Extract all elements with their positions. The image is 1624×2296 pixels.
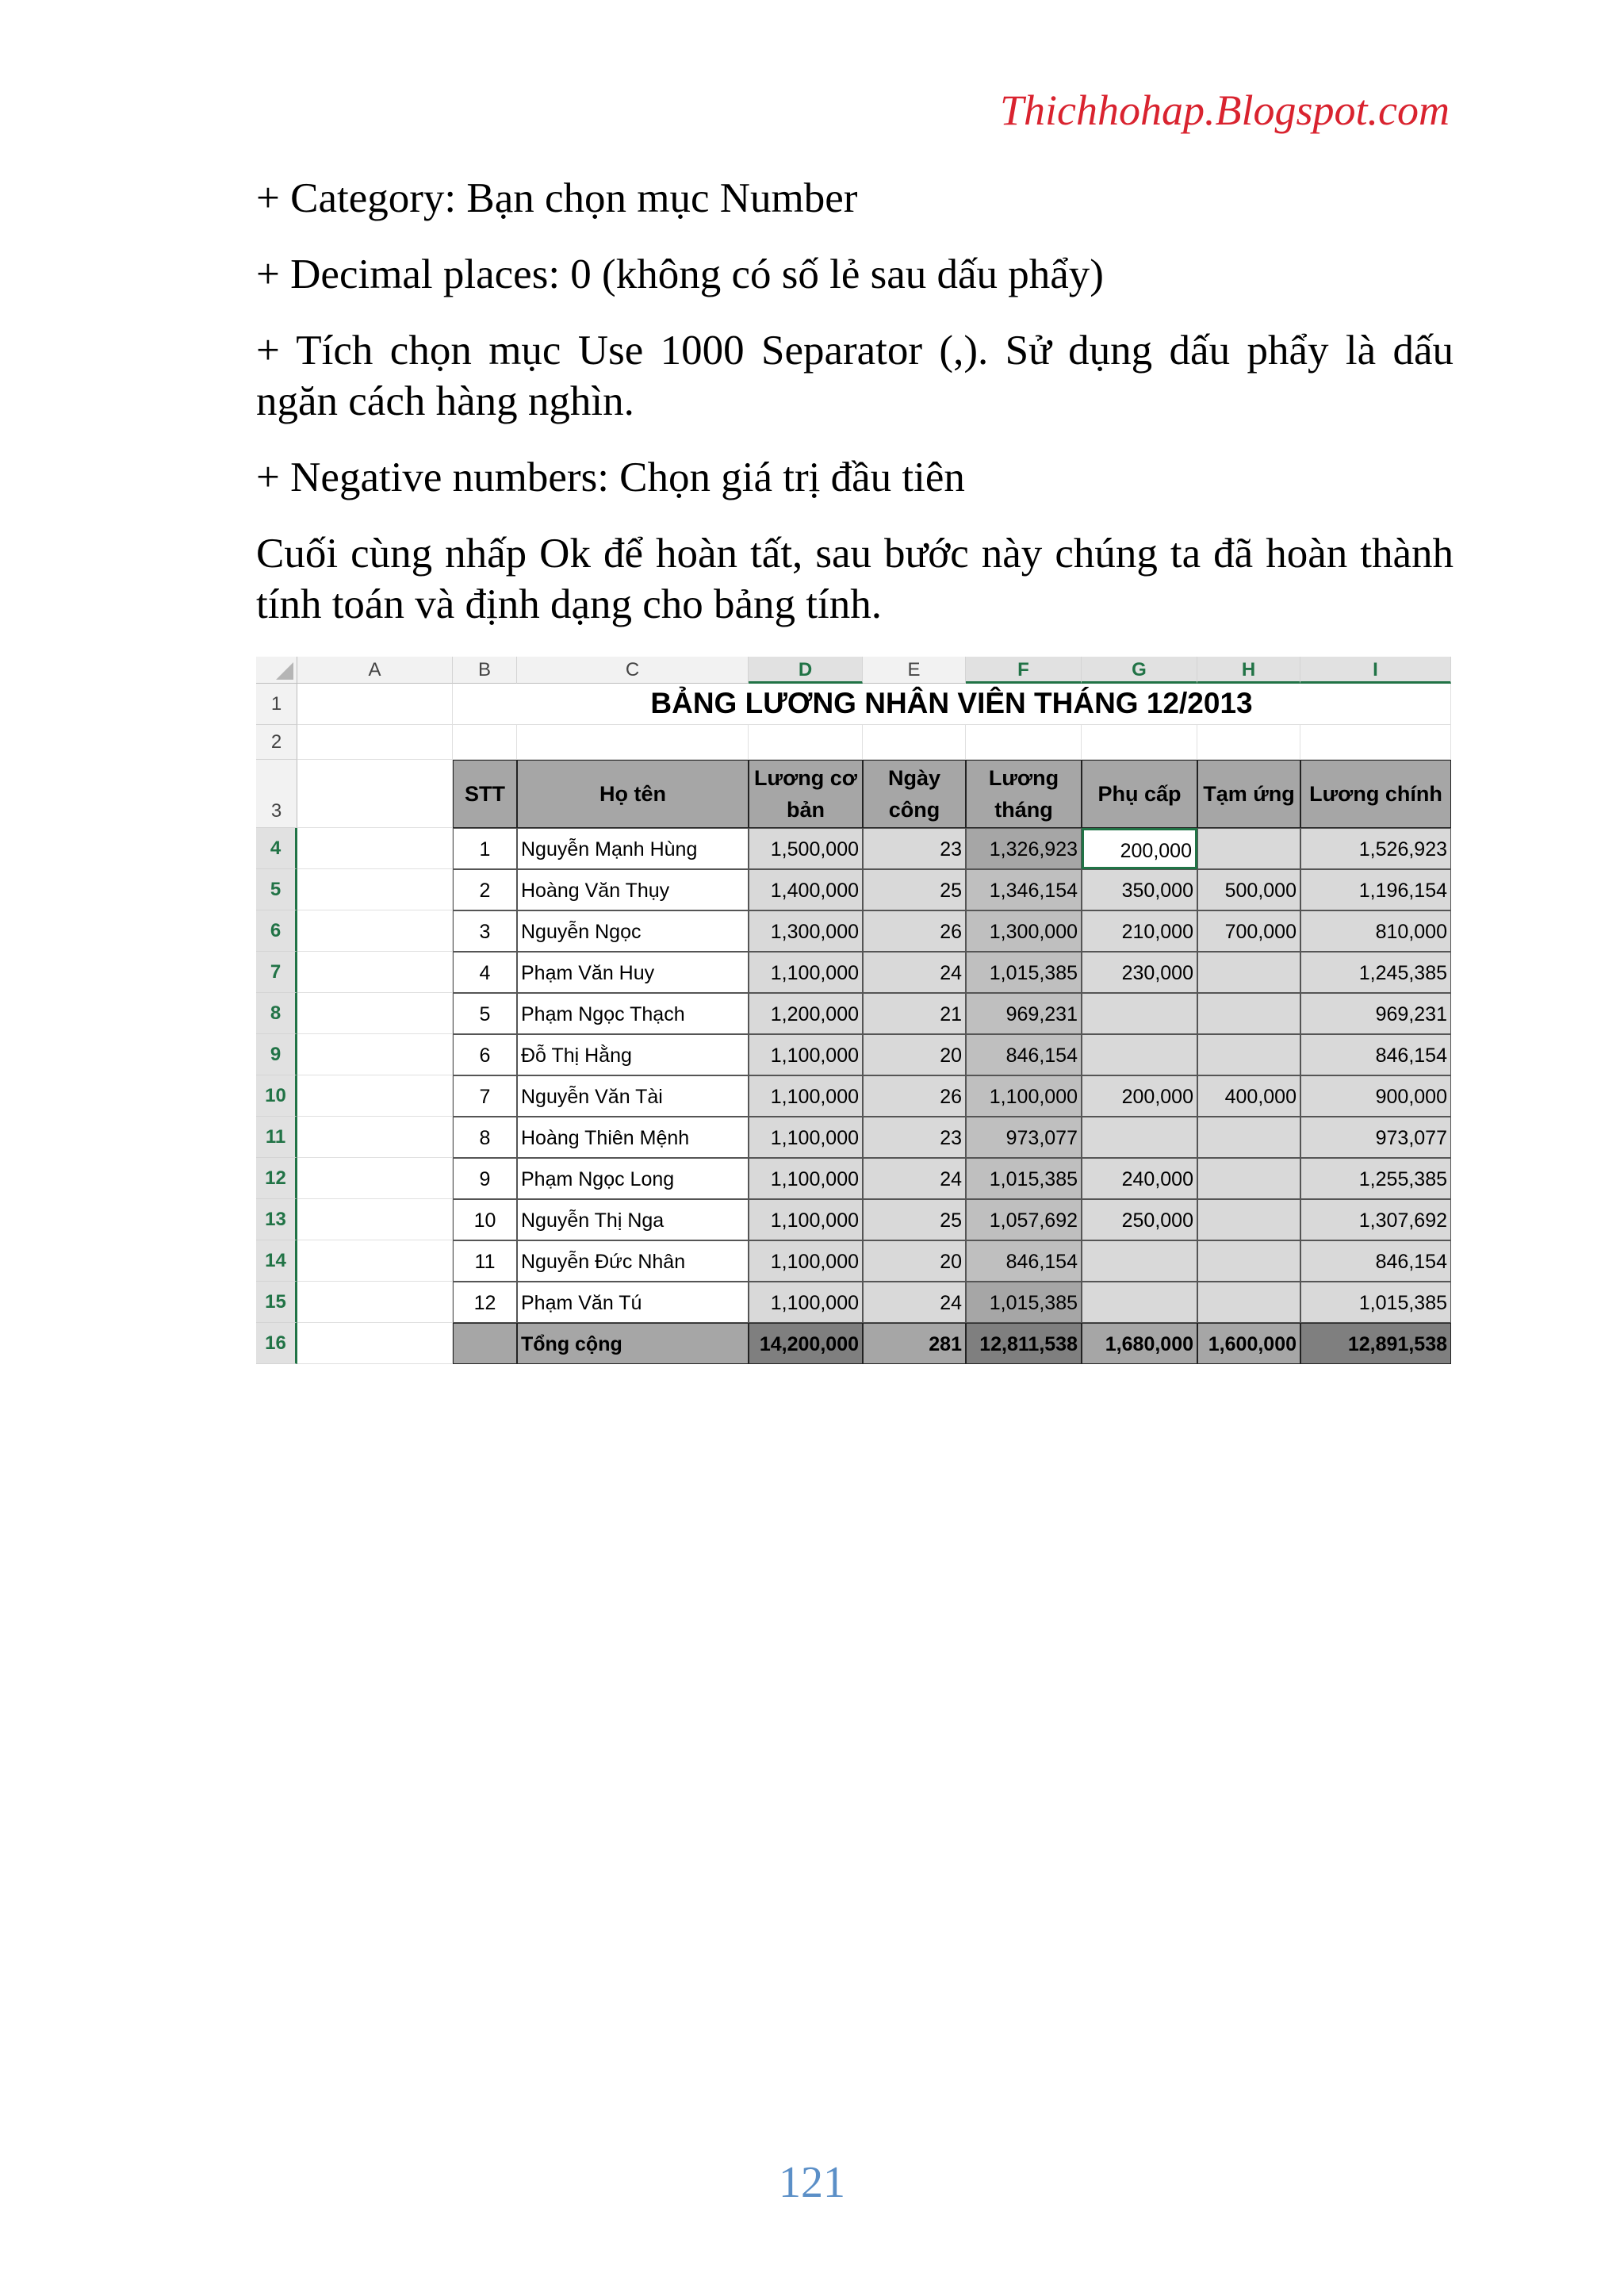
table-header-6[interactable]: Phụ cấp [1082,760,1197,828]
row-header-8[interactable]: 8 [256,993,297,1034]
grid-cell[interactable] [297,1323,453,1364]
data-cell[interactable]: 12 [453,1282,517,1323]
data-cell[interactable]: Nguyễn Ngọc [517,910,749,952]
data-cell[interactable] [1197,952,1300,993]
data-cell[interactable]: 23 [863,828,966,869]
column-header-h[interactable]: H [1197,657,1300,684]
select-all-triangle-icon [276,662,293,680]
row-header-6[interactable]: 6 [256,910,297,952]
table-header-3[interactable]: Lương cơ bản [749,760,863,828]
data-cell[interactable]: 25 [863,1199,966,1240]
instruction-final: Cuối cùng nhấp Ok để hoàn tất, sau bước này chúng ta đã hoàn thành tính toán và định dạng cho bảng tính. [256,531,1454,627]
data-cell[interactable]: 5 [453,993,517,1034]
instruction-separator: + Tích chọn mục Use 1000 Separator (,). Sử dụng dấu phẩy là dấu ngăn cách hàng nghìn. [256,328,1454,424]
row-header-16[interactable]: 16 [256,1323,297,1364]
data-cell[interactable]: Nguyễn Đức Nhân [517,1240,749,1282]
data-cell[interactable]: Hoàng Thiên Mệnh [517,1117,749,1158]
data-cell[interactable] [1197,1199,1300,1240]
grid-cell[interactable] [297,828,453,869]
instruction-negative: + Negative numbers: Chọn giá trị đầu tiên [256,454,965,500]
grid-cell[interactable] [297,1034,453,1075]
data-cell[interactable]: 26 [863,1075,966,1117]
data-cell[interactable]: 1,015,385 [966,1158,1082,1199]
total-cell[interactable]: 12,891,538 [1300,1323,1451,1364]
row-header-12[interactable]: 12 [256,1158,297,1199]
data-cell[interactable]: 1,100,000 [749,1199,863,1240]
total-cell[interactable]: 1,600,000 [1197,1323,1300,1364]
data-cell[interactable]: 810,000 [1300,910,1451,952]
grid-cell[interactable] [517,725,749,760]
data-cell[interactable]: 1,300,000 [966,910,1082,952]
column-header-i[interactable]: I [1300,657,1451,684]
data-cell[interactable]: 969,231 [966,993,1082,1034]
data-cell[interactable]: 3 [453,910,517,952]
site-watermark: Thichhohap.Blogspot.com [1000,86,1450,134]
row-header-3[interactable]: 3 [256,760,297,828]
grid-cell[interactable] [297,1282,453,1323]
data-cell[interactable]: 200,000 [1082,1075,1197,1117]
data-cell[interactable]: 500,000 [1197,869,1300,910]
grid-cell[interactable] [749,725,863,760]
grid-cell[interactable] [297,760,453,828]
data-cell[interactable]: Nguyễn Thị Nga [517,1199,749,1240]
data-cell[interactable]: 230,000 [1082,952,1197,993]
grid-cell[interactable] [297,684,453,725]
data-cell[interactable]: 2 [453,869,517,910]
data-cell[interactable]: 20 [863,1240,966,1282]
data-cell[interactable]: 1,255,385 [1300,1158,1451,1199]
data-cell[interactable]: 1,100,000 [749,1158,863,1199]
row-header-11[interactable]: 11 [256,1117,297,1158]
data-cell[interactable]: 846,154 [1300,1034,1451,1075]
data-cell[interactable]: 1,346,154 [966,869,1082,910]
data-cell[interactable]: 1,057,692 [966,1199,1082,1240]
data-cell[interactable]: Phạm Văn Huy [517,952,749,993]
data-cell[interactable]: 11 [453,1240,517,1282]
data-cell[interactable]: 23 [863,1117,966,1158]
data-cell[interactable]: Nguyễn Mạnh Hùng [517,828,749,869]
data-cell[interactable]: Hoàng Văn Thụy [517,869,749,910]
column-header-a[interactable]: A [297,657,453,684]
grid-cell[interactable] [1197,725,1300,760]
data-cell[interactable]: 1,300,000 [749,910,863,952]
data-cell[interactable]: 4 [453,952,517,993]
table-header-7[interactable]: Tạm ứng [1197,760,1300,828]
data-cell[interactable]: Nguyễn Văn Tài [517,1075,749,1117]
data-cell[interactable]: 1,400,000 [749,869,863,910]
data-cell[interactable]: 250,000 [1082,1199,1197,1240]
table-header-4[interactable]: Ngày công [863,760,966,828]
data-cell[interactable]: 1,100,000 [749,1075,863,1117]
total-cell[interactable]: 12,811,538 [966,1323,1082,1364]
data-cell[interactable]: 24 [863,1158,966,1199]
row-header-2[interactable]: 2 [256,725,297,760]
row-header-4[interactable]: 4 [256,828,297,869]
data-cell[interactable]: 26 [863,910,966,952]
data-cell[interactable]: 846,154 [966,1034,1082,1075]
data-cell[interactable]: 240,000 [1082,1158,1197,1199]
data-cell[interactable]: 210,000 [1082,910,1197,952]
data-cell[interactable] [1197,1158,1300,1199]
total-cell[interactable]: 14,200,000 [749,1323,863,1364]
row-header-9[interactable]: 9 [256,1034,297,1075]
column-header-e[interactable]: E [863,657,966,684]
data-cell[interactable]: 1,015,385 [1300,1282,1451,1323]
grid-cell[interactable] [297,725,453,760]
row-header-15[interactable]: 15 [256,1282,297,1323]
data-cell[interactable]: 1,100,000 [966,1075,1082,1117]
data-cell[interactable] [1197,1034,1300,1075]
data-cell[interactable] [1197,1117,1300,1158]
grid-cell[interactable] [297,993,453,1034]
column-header-f[interactable]: F [966,657,1082,684]
data-cell[interactable]: 1,100,000 [749,1117,863,1158]
data-cell[interactable]: Đỗ Thị Hằng [517,1034,749,1075]
total-cell[interactable] [453,1323,517,1364]
row-header-1[interactable]: 1 [256,684,297,725]
data-cell[interactable]: 1,100,000 [749,952,863,993]
grid-cell[interactable] [1082,725,1197,760]
data-cell[interactable]: Phạm Văn Tú [517,1282,749,1323]
data-cell[interactable]: 1,526,923 [1300,828,1451,869]
data-cell[interactable]: 1,326,923 [966,828,1082,869]
row-header-13[interactable]: 13 [256,1199,297,1240]
data-cell[interactable]: 400,000 [1197,1075,1300,1117]
table-header-5[interactable]: Lương tháng [966,760,1082,828]
row-header-5[interactable]: 5 [256,869,297,910]
row-header-7[interactable]: 7 [256,952,297,993]
data-cell[interactable]: 25 [863,869,966,910]
instruction-category: + Category: Bạn chọn mục Number [256,175,858,221]
data-cell[interactable]: 1,015,385 [966,952,1082,993]
data-cell[interactable]: Phạm Ngọc Thạch [517,993,749,1034]
grid-cell[interactable] [297,869,453,910]
data-cell[interactable] [1082,993,1197,1034]
data-cell[interactable] [1082,1117,1197,1158]
data-cell[interactable]: 973,077 [966,1117,1082,1158]
table-header-8[interactable]: Lương chính [1300,760,1451,828]
grid-cell[interactable] [297,1075,453,1117]
data-cell[interactable] [1082,1282,1197,1323]
data-cell[interactable]: 846,154 [1300,1240,1451,1282]
data-cell[interactable]: 9 [453,1158,517,1199]
data-cell[interactable]: 1,100,000 [749,1282,863,1323]
data-cell[interactable]: 1,200,000 [749,993,863,1034]
grid-cell[interactable] [297,1199,453,1240]
total-cell[interactable]: 1,680,000 [1082,1323,1197,1364]
grid-cell[interactable] [863,725,966,760]
instruction-decimal: + Decimal places: 0 (không có số lẻ sau dấu phẩy) [256,251,1104,297]
data-cell[interactable]: 8 [453,1117,517,1158]
data-cell[interactable]: 846,154 [966,1240,1082,1282]
spreadsheet-screenshot [256,657,1450,1375]
data-cell[interactable] [1197,828,1300,869]
grid-cell[interactable] [297,1158,453,1199]
data-cell[interactable] [1197,1240,1300,1282]
sheet-title[interactable]: BẢNG LƯƠNG NHÂN VIÊN THÁNG 12/2013 [453,684,1451,725]
data-cell[interactable]: 1 [453,828,517,869]
data-cell[interactable]: 1,015,385 [966,1282,1082,1323]
row-header-10[interactable]: 10 [256,1075,297,1117]
data-cell[interactable]: 973,077 [1300,1117,1451,1158]
data-cell[interactable]: 24 [863,1282,966,1323]
table-header-2[interactable]: Họ tên [517,760,749,828]
column-header-c[interactable]: C [517,657,749,684]
column-header-d[interactable]: D [749,657,863,684]
data-cell[interactable]: 1,307,692 [1300,1199,1451,1240]
grid-cell[interactable] [297,1117,453,1158]
total-cell[interactable]: Tổng cộng [517,1323,749,1364]
grid-cell[interactable] [1300,725,1451,760]
data-cell[interactable]: 24 [863,952,966,993]
data-cell[interactable]: 1,500,000 [749,828,863,869]
grid-cell[interactable] [966,725,1082,760]
column-header-g[interactable]: G [1082,657,1197,684]
table-header-1[interactable]: STT [453,760,517,828]
grid-cell[interactable] [297,1240,453,1282]
data-cell[interactable]: 900,000 [1300,1075,1451,1117]
grid-cell[interactable] [453,725,517,760]
data-cell[interactable] [1197,1282,1300,1323]
data-cell[interactable]: 7 [453,1075,517,1117]
data-cell[interactable]: 700,000 [1197,910,1300,952]
data-cell[interactable] [1197,993,1300,1034]
data-cell[interactable]: 21 [863,993,966,1034]
data-cell[interactable]: 200,000 [1082,828,1197,869]
data-cell[interactable]: 350,000 [1082,869,1197,910]
row-header-14[interactable]: 14 [256,1240,297,1282]
grid-cell[interactable] [297,910,453,952]
data-cell[interactable]: 1,100,000 [749,1240,863,1282]
data-cell[interactable]: 10 [453,1199,517,1240]
grid-cell[interactable] [297,952,453,993]
select-all-corner[interactable] [256,657,297,684]
data-cell[interactable]: 1,100,000 [749,1034,863,1075]
data-cell[interactable] [1082,1034,1197,1075]
data-cell[interactable]: 1,245,385 [1300,952,1451,993]
data-cell[interactable]: 20 [863,1034,966,1075]
column-header-b[interactable]: B [453,657,517,684]
page-number: 121 [779,2158,845,2207]
data-cell[interactable]: 969,231 [1300,993,1451,1034]
data-cell[interactable]: 1,196,154 [1300,869,1451,910]
data-cell[interactable] [1082,1240,1197,1282]
data-cell[interactable]: Phạm Ngọc Long [517,1158,749,1199]
data-cell[interactable]: 6 [453,1034,517,1075]
total-cell[interactable]: 281 [863,1323,966,1364]
